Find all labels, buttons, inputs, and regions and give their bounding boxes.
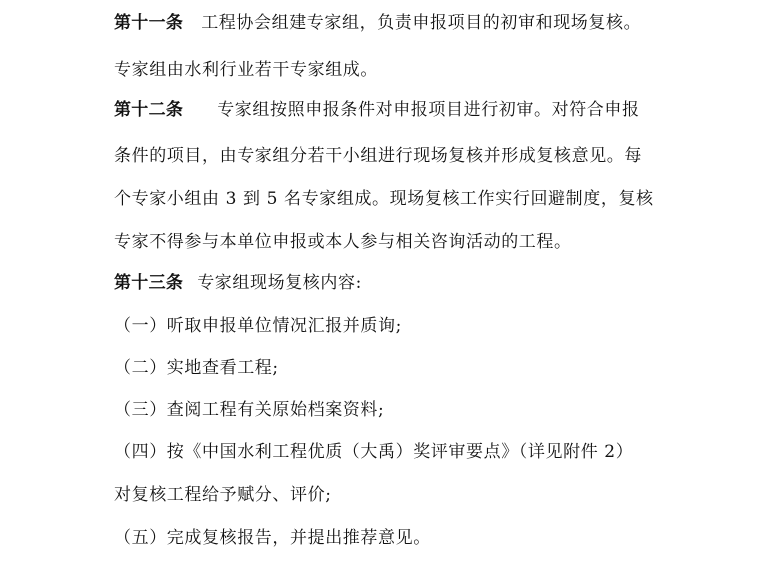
article-11-line-2: [114, 56, 378, 84]
article-13-heading: 第十三条: [114, 273, 184, 293]
article-13-line-1: [114, 269, 362, 297]
list-item: （二）实地查看工程;: [114, 358, 279, 378]
list-item: （三）查阅工程有关原始档案资料;: [114, 400, 385, 420]
article-11-heading: 第十一条: [114, 13, 184, 33]
article-12-text-1: 专家组按照申报条件对申报项目进行初审。对符合申报: [217, 100, 640, 120]
article-12-text-3: 个专家小组由 3 到 5 名专家组成。现场复核工作实行回避制度，复核: [114, 189, 654, 209]
article-12-text-4: 专家不得参与本单位申报或本人参与相关咨询活动的工程。: [114, 232, 572, 252]
list-item: （四）按《中国水利工程优质（大禹）奖评审要点》（详见附件 2）: [114, 442, 634, 462]
article-12-heading: 第十二条: [114, 100, 184, 120]
article-12-text-2: 条件的项目，由专家组分若干小组进行现场复核并形成复核意见。每: [114, 146, 642, 166]
article-12-line-2: [114, 142, 642, 170]
list-item-continuation: 对复核工程给予赋分、评价;: [114, 485, 332, 505]
list-item: （五）完成复核报告，并提出推荐意见。: [114, 528, 431, 548]
article-12-line-1: [114, 96, 640, 124]
article-12-line-4: [114, 228, 572, 256]
article-11-text-1: 工程协会组建专家组，负责申报项目的初审和现场复核。: [201, 13, 642, 33]
article-12-line-3: [114, 185, 654, 213]
article-11-text-2: 专家组由水利行业若干专家组成。: [114, 60, 378, 80]
list-item: （一）听取申报单位情况汇报并质询;: [114, 316, 402, 336]
article-11-line-1: [114, 9, 641, 37]
article-13-intro: 专家组现场复核内容:: [197, 273, 362, 293]
